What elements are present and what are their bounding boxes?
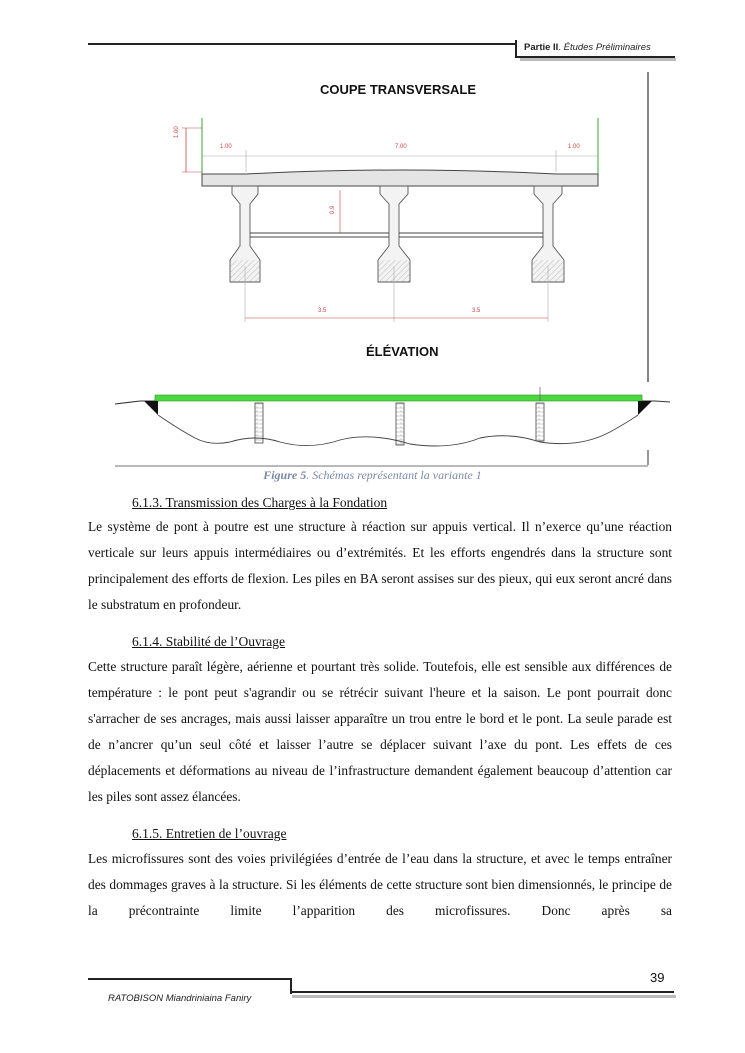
footer-author: RATOBISON Miandriniaina Faniry [108,993,252,1004]
page-number: 39 [650,970,665,985]
dim-span-1: 3.5 [318,308,327,314]
caption-text: . Schémas représentant la variante 1 [306,468,482,482]
header-shadow [520,58,676,61]
footer-box [88,978,292,994]
figure-caption [0,468,745,483]
footer-shadow [292,995,676,998]
figure-title-cross-section: COUPE TRANSVERSALE [320,82,477,97]
dim-right: 1.00 [568,144,580,150]
header-rule [88,43,516,45]
header-section: Études Préliminaires [563,42,651,53]
section-heading-6-1-5: 6.1.5. Entretien de l’ouvrage [132,826,287,841]
dim-height: 1.00 [174,126,180,138]
footer-rule [290,991,674,993]
running-header: Partie II. Études Préliminaires [524,42,651,53]
caption-label: Figure 5 [263,468,307,482]
dim-left: 1.00 [220,144,232,150]
section-text-6-1-5 [88,846,672,924]
figure-title-elevation: ÉLÉVATION [366,344,439,359]
dim-mid: 7.00 [395,144,407,150]
section-text-6-1-4 [88,654,672,810]
paragraph: Le système de pont à poutre est une structure à réaction sur appuis vertical. Il n’exerce qu’une réaction verticale sur leurs appuis intermédiaires ou d’extrémités. Et les efforts engendrés dans la structure sont principalement des efforts de flexion. Les piles en BA seront assises sur des pieux, qui eux seront ancré dans le substratum en profondeur. [88,519,672,612]
dim-span-2: 3.5 [472,308,481,314]
header-part: Partie II [524,42,559,53]
paragraph: Cette structure paraît légère, aérienne et pourtant très solide. Toutefois, elle est sensible aux différences de température : le pont peut s'agrandir ou se rétrécir suivant l'heure et la saison. Le pont pourrait donc s'arracher de ses ancrages, mais aussi laisser apparaître un trou entre le bord et le pont. La seule parade est de n’ancrer qu’un seul côté et laisser l’autre se déplacer suivant l’axe du pont. Les effets de ces déplacements et déformations au niveau de l’infrastructure demandent également beaucoup d’attention car les piles sont assez élancées. [88,659,672,804]
figure-5 [110,70,670,470]
section-text-6-1-3 [88,514,672,618]
dim-web: 0.9 [330,205,336,214]
bridge-drawing [110,70,670,470]
paragraph: Les microfissures sont des voies privilégiées d’entrée de l’eau dans la structure, et avec le temps entraîner des dommages graves à la structure. Si les éléments de cette structure sont bien dimensionnés, le principe de la précontrainte limite l’apparition des microfissures. Donc après sa [88,851,672,918]
section-heading-6-1-3: 6.1.3. Transmission des Charges à la Fondation [132,495,388,510]
section-heading-6-1-4: 6.1.4. Stabilité de l’Ouvrage [132,634,285,649]
